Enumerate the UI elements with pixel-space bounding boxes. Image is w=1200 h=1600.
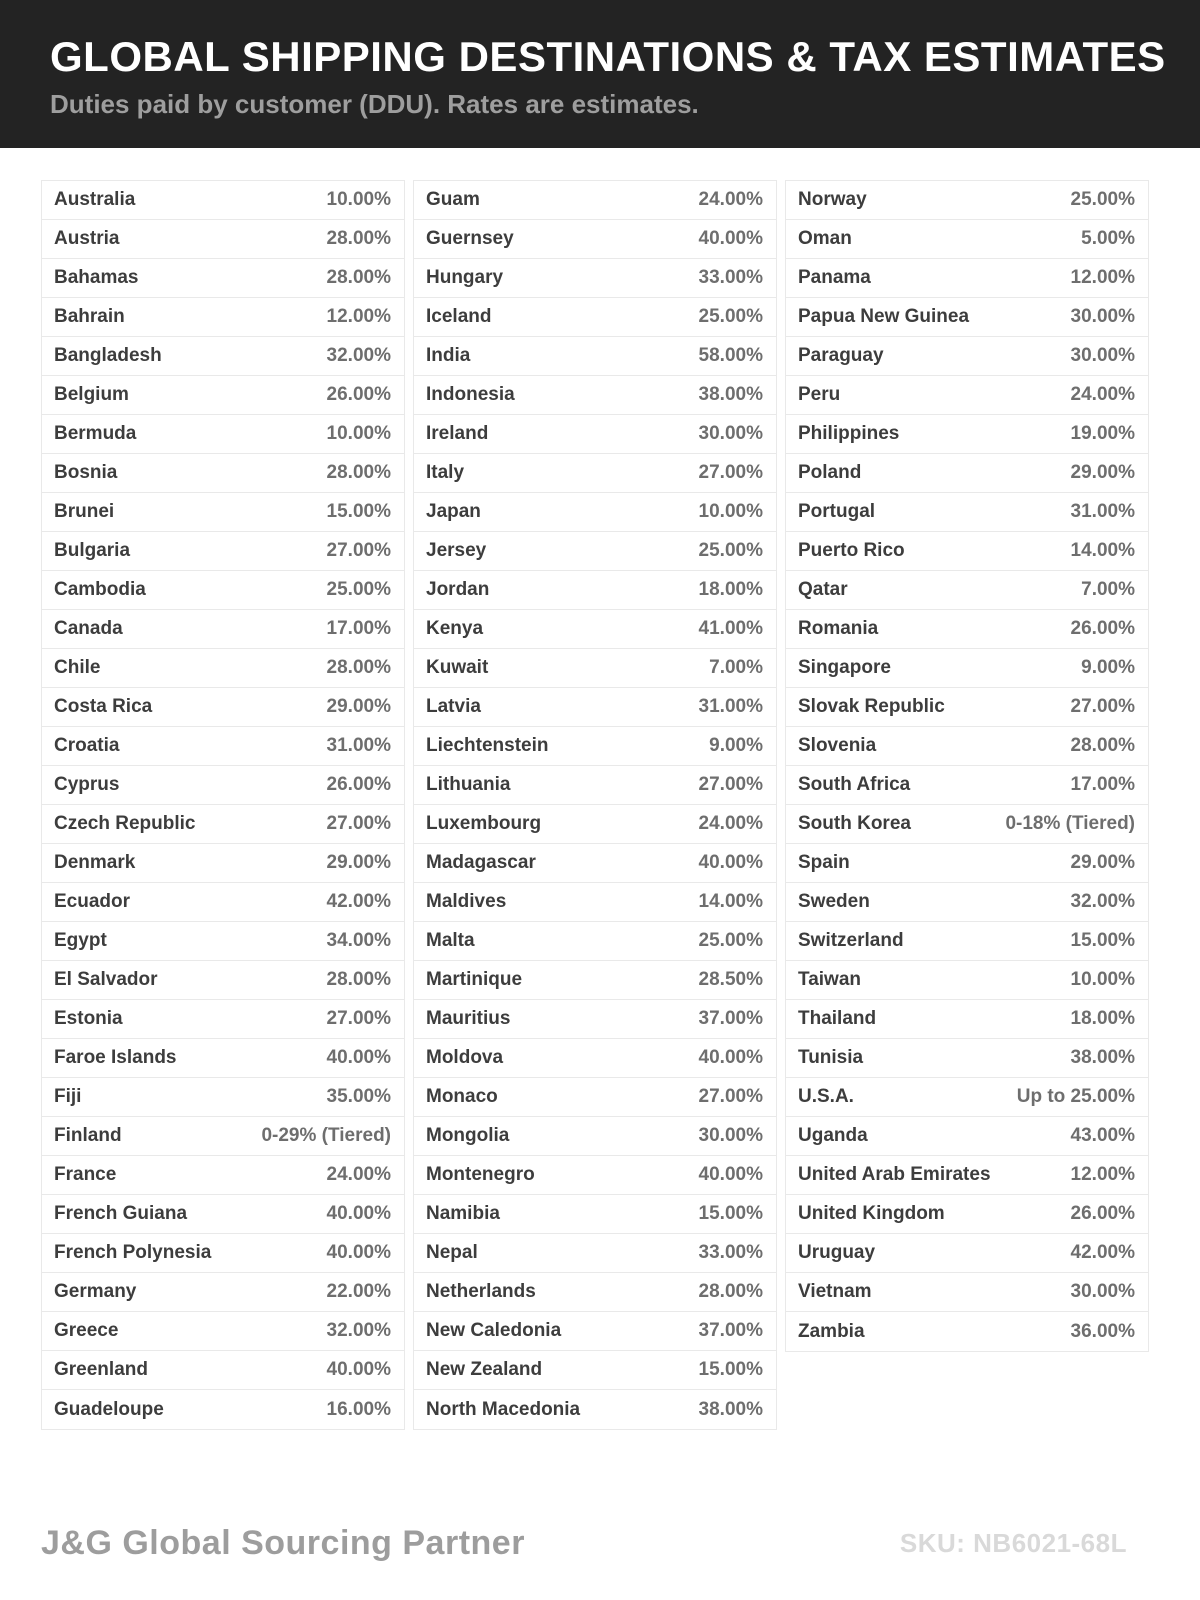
- table-row: [414, 610, 776, 649]
- tax-rate: 36.00%: [1070, 1320, 1135, 1342]
- tax-rate: 19.00%: [1070, 423, 1135, 444]
- country-name: Latvia: [426, 696, 481, 717]
- table-row: [414, 805, 776, 844]
- tax-rate: 18.00%: [1070, 1008, 1135, 1029]
- table-row: [786, 1078, 1148, 1117]
- tax-rate: 27.00%: [326, 540, 391, 561]
- tax-rate: 38.00%: [698, 1398, 763, 1420]
- country-name: Bahamas: [54, 267, 139, 288]
- tax-rate: 22.00%: [326, 1281, 391, 1302]
- country-name: U.S.A.: [798, 1086, 854, 1107]
- tax-rate: 37.00%: [698, 1008, 763, 1029]
- tax-rate: 12.00%: [1070, 1164, 1135, 1185]
- tax-rate: 30.00%: [698, 1125, 763, 1146]
- country-name: Vietnam: [798, 1281, 872, 1302]
- tax-rate: 27.00%: [698, 774, 763, 795]
- table-row: [786, 376, 1148, 415]
- country-name: Slovenia: [798, 735, 877, 756]
- tax-rate: 35.00%: [326, 1086, 391, 1107]
- country-name: Greenland: [54, 1359, 148, 1380]
- table-row: [414, 1000, 776, 1039]
- tax-rate: 40.00%: [698, 1164, 763, 1185]
- country-name: Brunei: [54, 501, 115, 522]
- table-row: [42, 493, 404, 532]
- table-row: [42, 337, 404, 376]
- country-name: Cambodia: [54, 579, 146, 600]
- table-row: [42, 1039, 404, 1078]
- table-row: [414, 649, 776, 688]
- tax-rate: 27.00%: [326, 813, 391, 834]
- table-row: [42, 1312, 404, 1351]
- country-name: Faroe Islands: [54, 1047, 177, 1068]
- country-name: Iceland: [426, 306, 492, 327]
- table-row: [786, 649, 1148, 688]
- country-name: Estonia: [54, 1008, 123, 1029]
- tax-rate: 31.00%: [326, 735, 391, 756]
- tax-rate: 25.00%: [326, 579, 391, 600]
- table-row: [414, 1156, 776, 1195]
- table-row: [786, 1156, 1148, 1195]
- table-row: [414, 844, 776, 883]
- country-name: Bosnia: [54, 462, 118, 483]
- table-row: [42, 454, 404, 493]
- table-row: [42, 1273, 404, 1312]
- table-row: [414, 1039, 776, 1078]
- tax-rate: 34.00%: [326, 930, 391, 951]
- tax-rate: 29.00%: [326, 852, 391, 873]
- country-name: Egypt: [54, 930, 107, 951]
- country-name: Jersey: [426, 540, 487, 561]
- table-row: [786, 337, 1148, 376]
- table-row: [42, 610, 404, 649]
- country-name: Croatia: [54, 735, 120, 756]
- tax-rate: 42.00%: [1070, 1242, 1135, 1263]
- country-name: Romania: [798, 618, 879, 639]
- country-name: Bangladesh: [54, 345, 162, 366]
- country-name: El Salvador: [54, 969, 158, 990]
- table-row: [414, 922, 776, 961]
- country-name: Philippines: [798, 423, 900, 444]
- tax-rate: 15.00%: [1070, 930, 1135, 951]
- country-name: Guadeloupe: [54, 1398, 164, 1420]
- table-row: [414, 1234, 776, 1273]
- tax-rate: 24.00%: [1070, 384, 1135, 405]
- table-row: [42, 532, 404, 571]
- table-row: [414, 571, 776, 610]
- country-name: United Kingdom: [798, 1203, 945, 1224]
- tax-rate: 28.50%: [698, 969, 763, 990]
- table-row: [414, 532, 776, 571]
- table-row: [786, 220, 1148, 259]
- country-name: Paraguay: [798, 345, 884, 366]
- tax-rate: 28.00%: [1070, 735, 1135, 756]
- tax-rate: 30.00%: [698, 423, 763, 444]
- country-name: Panama: [798, 267, 871, 288]
- tax-rate: 27.00%: [698, 462, 763, 483]
- country-name: Zambia: [798, 1320, 865, 1342]
- tax-rate: 29.00%: [1070, 462, 1135, 483]
- tax-rate: 9.00%: [1081, 657, 1135, 678]
- tax-rate: 28.00%: [698, 1281, 763, 1302]
- table-row: [414, 1078, 776, 1117]
- country-name: Lithuania: [426, 774, 511, 795]
- table-row: [414, 1390, 776, 1429]
- country-name: Namibia: [426, 1203, 500, 1224]
- tax-rate: 25.00%: [698, 540, 763, 561]
- country-name: Martinique: [426, 969, 523, 990]
- tax-rate: 12.00%: [326, 306, 391, 327]
- table-row: [786, 961, 1148, 1000]
- table-row: [414, 688, 776, 727]
- tax-rate: 29.00%: [326, 696, 391, 717]
- table-row: [414, 961, 776, 1000]
- table-row: [786, 532, 1148, 571]
- tax-rate: 17.00%: [326, 618, 391, 639]
- tax-rate: 40.00%: [326, 1242, 391, 1263]
- tax-rate: 10.00%: [326, 423, 391, 444]
- tax-rate: 28.00%: [326, 267, 391, 288]
- tax-rate: 10.00%: [1070, 969, 1135, 990]
- country-name: Kuwait: [426, 657, 489, 678]
- country-name: Jordan: [426, 579, 490, 600]
- country-name: Austria: [54, 228, 120, 249]
- tax-rate: 38.00%: [1070, 1047, 1135, 1068]
- table-row: [786, 883, 1148, 922]
- tax-rate: 0-29% (Tiered): [261, 1125, 391, 1146]
- table-row: [786, 727, 1148, 766]
- tax-rate: 24.00%: [698, 813, 763, 834]
- country-name: Canada: [54, 618, 123, 639]
- country-name: Bahrain: [54, 306, 125, 327]
- tax-rate: 17.00%: [1070, 774, 1135, 795]
- country-name: Czech Republic: [54, 813, 196, 834]
- table-row: [42, 571, 404, 610]
- country-name: Madagascar: [426, 852, 536, 873]
- country-name: Italy: [426, 462, 465, 483]
- tax-rate: 40.00%: [698, 852, 763, 873]
- country-name: Maldives: [426, 891, 507, 912]
- table-row: [414, 1195, 776, 1234]
- country-name: New Zealand: [426, 1359, 543, 1380]
- table-row: [42, 1078, 404, 1117]
- tax-rate: 25.00%: [698, 306, 763, 327]
- table-row: [786, 259, 1148, 298]
- table-row: [414, 727, 776, 766]
- table-row: [786, 844, 1148, 883]
- table-row: [42, 1156, 404, 1195]
- country-name: Tunisia: [798, 1047, 864, 1068]
- tax-rate: 31.00%: [698, 696, 763, 717]
- table-row: [414, 220, 776, 259]
- page-title: GLOBAL SHIPPING DESTINATIONS & TAX ESTIMATES: [50, 33, 1166, 80]
- country-name: Mauritius: [426, 1008, 511, 1029]
- country-name: Switzerland: [798, 930, 904, 951]
- country-name: Greece: [54, 1320, 119, 1341]
- table-row: [42, 727, 404, 766]
- country-name: Germany: [54, 1281, 137, 1302]
- table-row: [42, 922, 404, 961]
- tax-rate: 41.00%: [698, 618, 763, 639]
- country-name: Hungary: [426, 267, 504, 288]
- country-name: South Africa: [798, 774, 911, 795]
- table-row: [42, 1000, 404, 1039]
- country-name: North Macedonia: [426, 1398, 581, 1420]
- brand-name: J&G Global Sourcing Partner: [41, 1524, 525, 1562]
- country-name: Singapore: [798, 657, 891, 678]
- table-row: [42, 1234, 404, 1273]
- table-row: [786, 1039, 1148, 1078]
- table-row: [786, 766, 1148, 805]
- country-name: Kenya: [426, 618, 484, 639]
- table-row: [786, 571, 1148, 610]
- table-row: [786, 298, 1148, 337]
- tax-rate: 33.00%: [698, 1242, 763, 1263]
- tax-rate: 28.00%: [326, 228, 391, 249]
- table-row: [42, 376, 404, 415]
- tax-rate: 24.00%: [698, 189, 763, 210]
- table-row: [42, 805, 404, 844]
- tax-rate: 0-18% (Tiered): [1005, 813, 1135, 834]
- tax-rate: 12.00%: [1070, 267, 1135, 288]
- table-row: [786, 1273, 1148, 1312]
- table-row: [414, 1273, 776, 1312]
- rates-table-column-1: [41, 180, 405, 1430]
- country-name: Mongolia: [426, 1125, 510, 1146]
- tax-rate: 25.00%: [1070, 189, 1135, 210]
- country-name: Portugal: [798, 501, 876, 522]
- country-name: Australia: [54, 189, 136, 210]
- table-row: [786, 1312, 1148, 1351]
- country-name: Monaco: [426, 1086, 498, 1107]
- tax-rate: 26.00%: [1070, 618, 1135, 639]
- tax-rate: 27.00%: [326, 1008, 391, 1029]
- tax-rate: 33.00%: [698, 267, 763, 288]
- tax-rate: 28.00%: [326, 969, 391, 990]
- country-name: Ecuador: [54, 891, 131, 912]
- country-name: Norway: [798, 189, 867, 210]
- country-name: Thailand: [798, 1008, 877, 1029]
- page-header: [0, 0, 1200, 148]
- country-name: South Korea: [798, 813, 911, 834]
- table-row: [786, 922, 1148, 961]
- tax-rate: 30.00%: [1070, 1281, 1135, 1302]
- table-row: [414, 766, 776, 805]
- tax-rate: 30.00%: [1070, 306, 1135, 327]
- table-row: [42, 220, 404, 259]
- tax-rate: 5.00%: [1081, 228, 1135, 249]
- table-row: [414, 415, 776, 454]
- country-name: Fiji: [54, 1086, 82, 1107]
- tax-rate: 40.00%: [326, 1047, 391, 1068]
- tax-rate: 26.00%: [1070, 1203, 1135, 1224]
- table-row: [414, 1117, 776, 1156]
- tax-rate: 28.00%: [326, 657, 391, 678]
- country-name: Indonesia: [426, 384, 515, 405]
- table-row: [414, 493, 776, 532]
- tax-rate: 40.00%: [698, 228, 763, 249]
- country-name: Uganda: [798, 1125, 868, 1146]
- table-row: [414, 259, 776, 298]
- country-name: Qatar: [798, 579, 848, 600]
- table-row: [42, 844, 404, 883]
- country-name: Spain: [798, 852, 850, 873]
- tax-rate: 27.00%: [1070, 696, 1135, 717]
- table-row: [414, 454, 776, 493]
- tax-rate: 15.00%: [698, 1359, 763, 1380]
- country-name: French Polynesia: [54, 1242, 212, 1263]
- country-name: Cyprus: [54, 774, 120, 795]
- table-row: [414, 376, 776, 415]
- table-row: [786, 688, 1148, 727]
- tax-rate: 38.00%: [698, 384, 763, 405]
- country-name: Uruguay: [798, 1242, 876, 1263]
- country-name: Denmark: [54, 852, 136, 873]
- country-name: Japan: [426, 501, 481, 522]
- country-name: India: [426, 345, 471, 366]
- country-name: Chile: [54, 657, 101, 678]
- tax-rate: 28.00%: [326, 462, 391, 483]
- tax-rate: 16.00%: [326, 1398, 391, 1420]
- tax-rate: 31.00%: [1070, 501, 1135, 522]
- country-name: Poland: [798, 462, 862, 483]
- tax-rate: 15.00%: [326, 501, 391, 522]
- table-row: [42, 415, 404, 454]
- tax-rate: 10.00%: [326, 189, 391, 210]
- table-row: [42, 766, 404, 805]
- country-name: Liechtenstein: [426, 735, 549, 756]
- table-row: [786, 454, 1148, 493]
- country-name: Papua New Guinea: [798, 306, 970, 327]
- table-row: [786, 1234, 1148, 1273]
- country-name: Sweden: [798, 891, 870, 912]
- rates-table-group: [41, 180, 1149, 1430]
- table-row: [786, 493, 1148, 532]
- rates-table-column-3: [785, 180, 1149, 1352]
- country-name: Oman: [798, 228, 852, 249]
- tax-rate: 7.00%: [1081, 579, 1135, 600]
- country-name: Taiwan: [798, 969, 861, 990]
- country-name: Bulgaria: [54, 540, 131, 561]
- table-row: [42, 1195, 404, 1234]
- tax-rate: 40.00%: [326, 1203, 391, 1224]
- tax-rate: Up to 25.00%: [1016, 1086, 1135, 1107]
- table-row: [42, 1351, 404, 1390]
- table-row: [414, 337, 776, 376]
- country-name: Peru: [798, 384, 841, 405]
- tax-rate: 26.00%: [326, 774, 391, 795]
- table-row: [414, 883, 776, 922]
- tax-rate: 58.00%: [698, 345, 763, 366]
- country-name: Guam: [426, 189, 480, 210]
- table-row: [786, 610, 1148, 649]
- table-row: [42, 649, 404, 688]
- tax-rate: 43.00%: [1070, 1125, 1135, 1146]
- table-row: [414, 1351, 776, 1390]
- tax-rate: 9.00%: [709, 735, 763, 756]
- table-row: [42, 259, 404, 298]
- sku-label: SKU: NB6021-68L: [899, 1528, 1127, 1558]
- tax-rate: 37.00%: [698, 1320, 763, 1341]
- tax-rate: 32.00%: [1070, 891, 1135, 912]
- tax-rate: 26.00%: [326, 384, 391, 405]
- tax-rate: 29.00%: [1070, 852, 1135, 873]
- tax-rate: 30.00%: [1070, 345, 1135, 366]
- country-name: Netherlands: [426, 1281, 536, 1302]
- tax-rate: 32.00%: [326, 1320, 391, 1341]
- table-row: [786, 1195, 1148, 1234]
- country-name: New Caledonia: [426, 1320, 562, 1341]
- table-row: [414, 1312, 776, 1351]
- country-name: Belgium: [54, 384, 129, 405]
- table-row: [42, 298, 404, 337]
- rates-table-column-2: [413, 180, 777, 1430]
- table-row: [42, 1390, 404, 1429]
- table-row: [42, 961, 404, 1000]
- country-name: Moldova: [426, 1047, 504, 1068]
- table-row: [42, 688, 404, 727]
- table-row: [42, 883, 404, 922]
- tax-rate: 18.00%: [698, 579, 763, 600]
- tax-rate: 25.00%: [698, 930, 763, 951]
- tax-rate: 40.00%: [326, 1359, 391, 1380]
- table-row: [786, 1117, 1148, 1156]
- table-row: [786, 181, 1148, 220]
- country-name: French Guiana: [54, 1203, 188, 1224]
- tax-rate: 15.00%: [698, 1203, 763, 1224]
- table-row: [414, 181, 776, 220]
- country-name: Malta: [426, 930, 475, 951]
- tax-rate: 24.00%: [326, 1164, 391, 1185]
- country-name: Slovak Republic: [798, 696, 945, 717]
- table-row: [414, 298, 776, 337]
- tax-rate: 7.00%: [709, 657, 763, 678]
- table-row: [786, 1000, 1148, 1039]
- country-name: Finland: [54, 1125, 122, 1146]
- country-name: France: [54, 1164, 117, 1185]
- tax-rate: 32.00%: [326, 345, 391, 366]
- table-row: [42, 181, 404, 220]
- country-name: Nepal: [426, 1242, 478, 1263]
- country-name: Puerto Rico: [798, 540, 905, 561]
- country-name: Luxembourg: [426, 813, 542, 834]
- country-name: Bermuda: [54, 423, 137, 444]
- country-name: Costa Rica: [54, 696, 153, 717]
- tax-rate: 40.00%: [698, 1047, 763, 1068]
- table-row: [42, 1117, 404, 1156]
- table-row: [786, 805, 1148, 844]
- country-name: Guernsey: [426, 228, 514, 249]
- page-footer: [41, 1524, 1127, 1563]
- tax-rate: 14.00%: [698, 891, 763, 912]
- tax-rate: 10.00%: [698, 501, 763, 522]
- country-name: Ireland: [426, 423, 489, 444]
- tax-rate: 14.00%: [1070, 540, 1135, 561]
- tax-rate: 42.00%: [326, 891, 391, 912]
- tax-rate: 27.00%: [698, 1086, 763, 1107]
- country-name: United Arab Emirates: [798, 1164, 991, 1185]
- country-name: Montenegro: [426, 1164, 535, 1185]
- page-subtitle: Duties paid by customer (DDU). Rates are estimates.: [50, 89, 699, 120]
- table-row: [786, 415, 1148, 454]
